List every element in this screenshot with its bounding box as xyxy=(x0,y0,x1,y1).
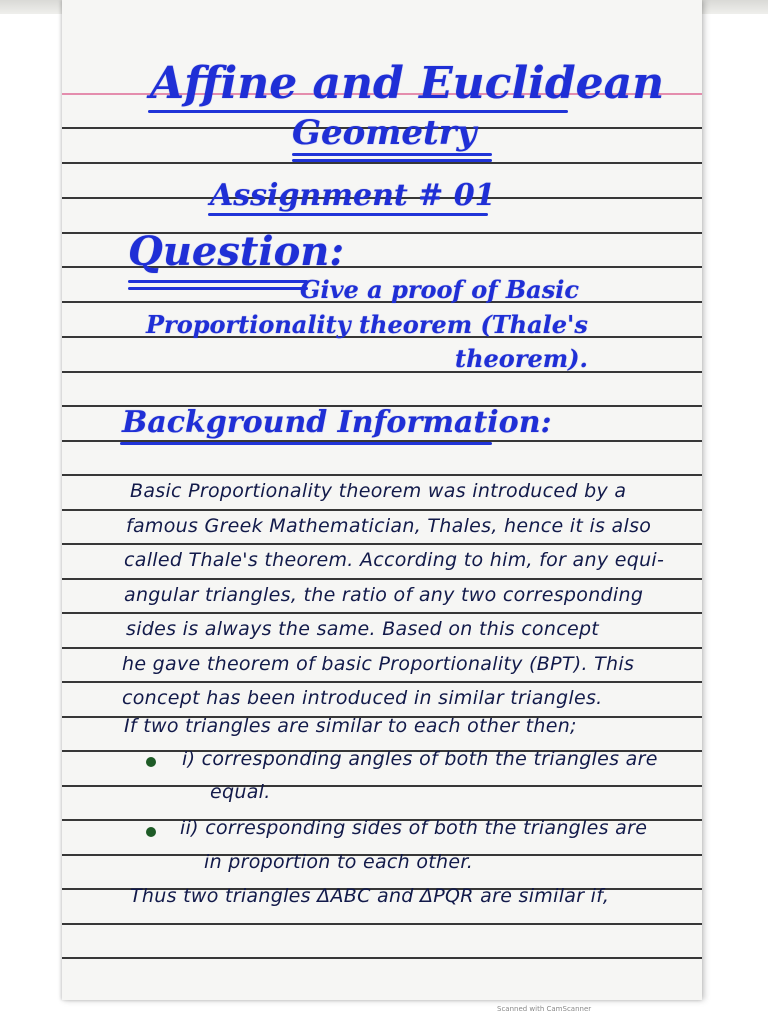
scanner-watermark: Scanned with CamScanner xyxy=(497,1005,592,1013)
question-label: Question: xyxy=(128,228,345,275)
bullet-2-line2: in proportion to each other. xyxy=(204,851,474,873)
body-line-8: If two triangles are similar to each other then; xyxy=(124,715,577,737)
title-underline-3 xyxy=(292,159,492,162)
ruled-line xyxy=(62,647,702,649)
bullet-2-line1: ii) corresponding sides of both the triangles are xyxy=(180,817,648,839)
ruled-line xyxy=(62,957,702,959)
bullet-1-line2: equal. xyxy=(210,781,271,803)
ruled-line xyxy=(62,543,702,545)
ruled-line xyxy=(62,371,702,373)
ruled-line xyxy=(62,681,702,683)
body-line-6: he gave theorem of basic Proportionality (BPT). This xyxy=(122,653,635,675)
ruled-line xyxy=(62,509,702,511)
assignment-heading: Assignment # 01 xyxy=(210,178,496,213)
page-title-line1: Affine and Euclidean xyxy=(150,58,665,109)
body-line-1: Basic Proportionality theorem was introduced by a xyxy=(130,480,627,502)
question-text-line2: Proportionality theorem (Thale's xyxy=(146,310,588,339)
title-underline-2 xyxy=(292,153,492,156)
body-line-7: concept has been introduced in similar triangles. xyxy=(122,687,603,709)
page-title-line2: Geometry xyxy=(292,113,477,153)
body-line-2: famous Greek Mathematician, Thales, hence it is also xyxy=(126,515,652,537)
bullet-dot xyxy=(146,827,156,837)
assignment-underline xyxy=(208,213,488,216)
background-heading: Background Information: xyxy=(122,405,552,440)
bullet-dot xyxy=(146,757,156,767)
ruled-line xyxy=(62,162,702,164)
ruled-line xyxy=(62,923,702,925)
question-underline-2 xyxy=(128,287,308,290)
question-text-line1: Give a proof of Basic xyxy=(300,275,579,304)
question-text-line3: theorem). xyxy=(455,344,588,373)
closing-line: Thus two triangles ΔABC and ΔPQR are similar if, xyxy=(130,885,610,907)
ruled-line xyxy=(62,785,702,787)
body-line-5: sides is always the same. Based on this concept xyxy=(126,618,600,640)
ruled-line xyxy=(62,612,702,614)
ruled-line xyxy=(62,474,702,476)
body-line-4: angular triangles, the ratio of any two corresponding xyxy=(124,584,644,606)
ruled-line xyxy=(62,578,702,580)
body-line-3: called Thale's theorem. According to him, for any equi- xyxy=(124,549,665,571)
question-underline xyxy=(128,280,308,283)
bullet-1-line1: i) corresponding angles of both the triangles are xyxy=(182,748,658,770)
background-underline xyxy=(120,442,492,445)
